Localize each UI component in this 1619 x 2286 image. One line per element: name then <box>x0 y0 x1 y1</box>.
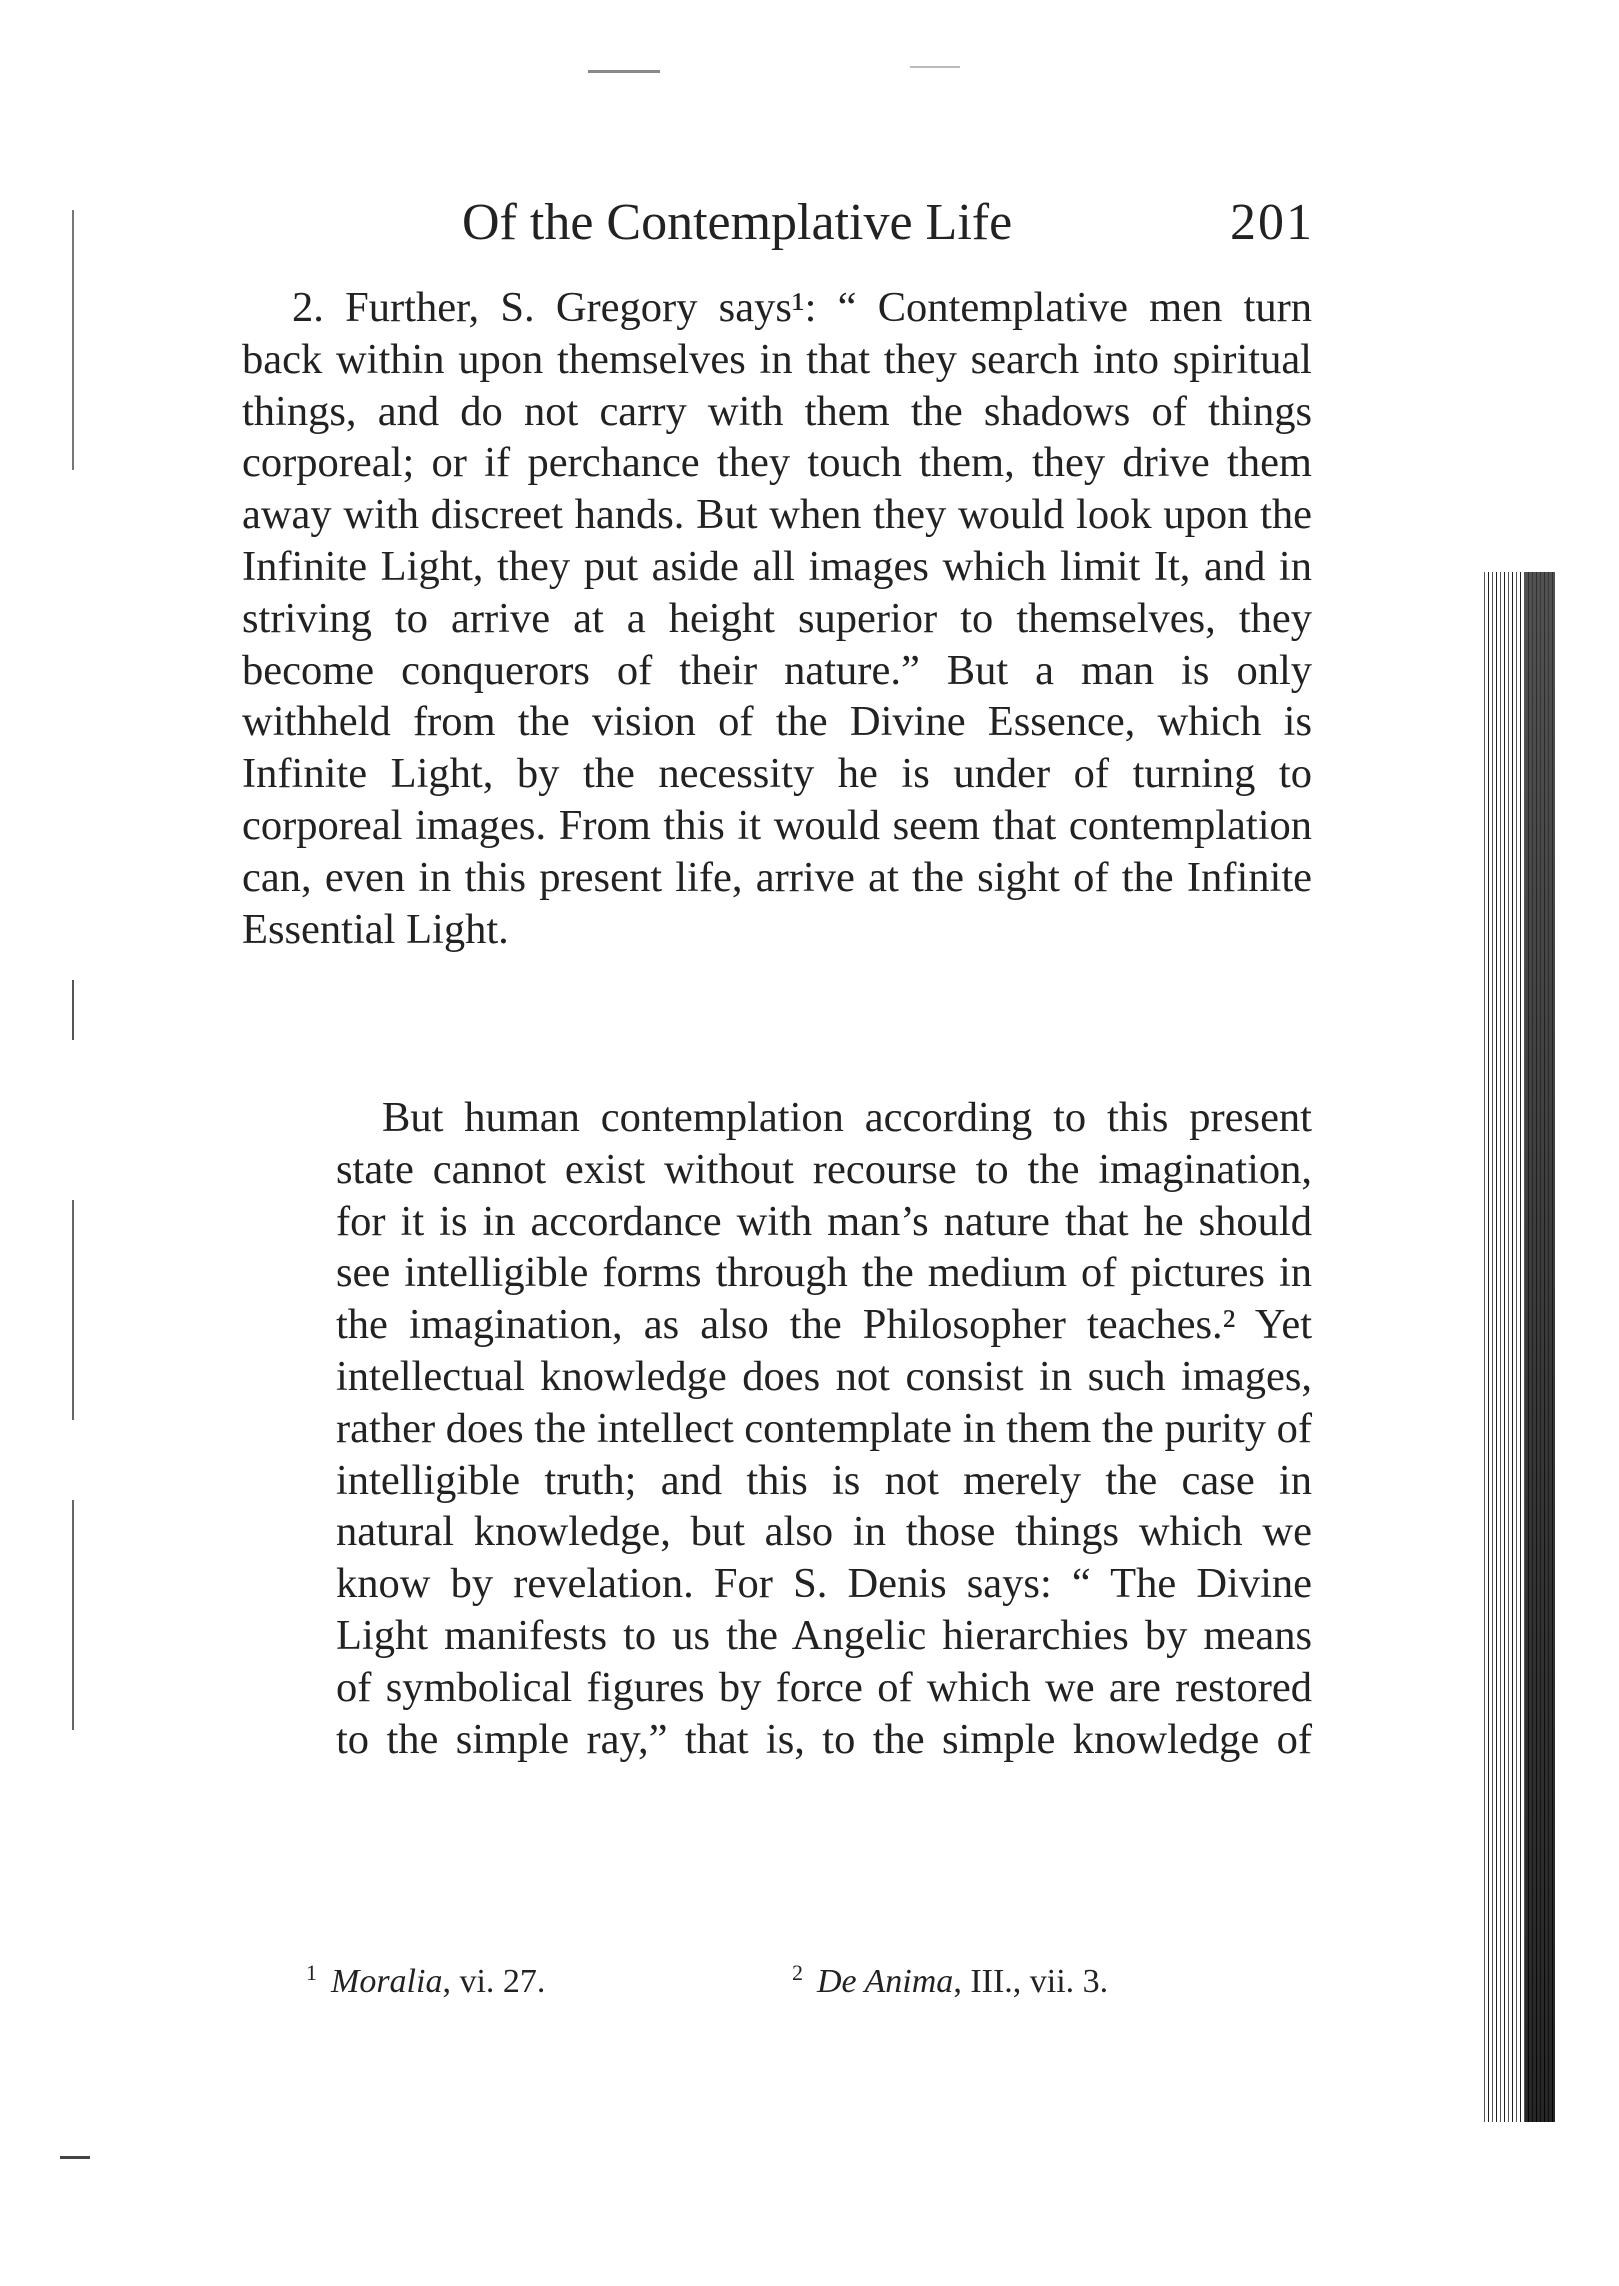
footnote-reference: , III., vii. 3. <box>953 1963 1109 2000</box>
scan-margin-mark <box>72 210 74 470</box>
running-head <box>462 188 1314 258</box>
body-paragraph: But human contemplation according to this present state cannot exist without recourse to the imagination, for it is in accordance with man’s nature that he should see intelligible forms through the medium of pictures in the imagination, as also the Philosopher teaches.² Yet intellectual knowledge does not consist in such images, rather does the intellect contemplate in them the purity of intelligible truth; and this is not merely the case in natural knowledge, but also in those things which we know by revelation. For S. Denis says: “ The Divine Light manifests to us the Angelic hierarchies by means of symbolical figures by force of which we are restored to the simple ray,” that is, to the simple knowledge of <box>336 1094 1312 1763</box>
footnote-reference: , vi. 27. <box>442 1963 546 2000</box>
footnote-work: Moralia <box>331 1963 443 2000</box>
scan-smudge-top-right <box>910 66 960 68</box>
footnote-marker: 2 <box>792 1960 803 1985</box>
book-edge-shadow <box>1481 572 1555 2122</box>
footnote <box>306 1948 545 2007</box>
scan-margin-mark <box>72 980 74 1040</box>
footnote-marker: 1 <box>306 1960 317 1985</box>
scan-margin-mark <box>72 1500 74 1730</box>
scan-bottom-dash <box>60 2156 90 2159</box>
body-paragraph: 2. Further, S. Gregory says¹: “ Contemplative men turn back within upon themselves in that they search into spiritual things, and do not carry with them the shadows of things corporeal; or if perchance they touch them, they drive them away with discreet hands. But when they would look upon the Infinite Light, they put aside all images which limit It, and in striving to arrive at a height superior to themselves, they become conquerors of their nature.” But a man is only withheld from the vision of the Divine Essence, which is Infinite Light, by the necessity he is under of turning to corporeal images. From this it would seem that contemplation can, even in this present life, arrive at the sight of the Infinite Essential Light. <box>242 284 1312 953</box>
scan-margin-mark <box>72 1200 74 1420</box>
footnote <box>792 1948 1108 2007</box>
footnotes <box>306 1948 1266 1998</box>
page-number: 201 <box>1230 194 1314 251</box>
scan-smudge-top <box>588 70 660 73</box>
chapter-title: Of the Contemplative Life <box>462 194 1013 251</box>
footnote-work: De Anima <box>817 1963 954 2000</box>
